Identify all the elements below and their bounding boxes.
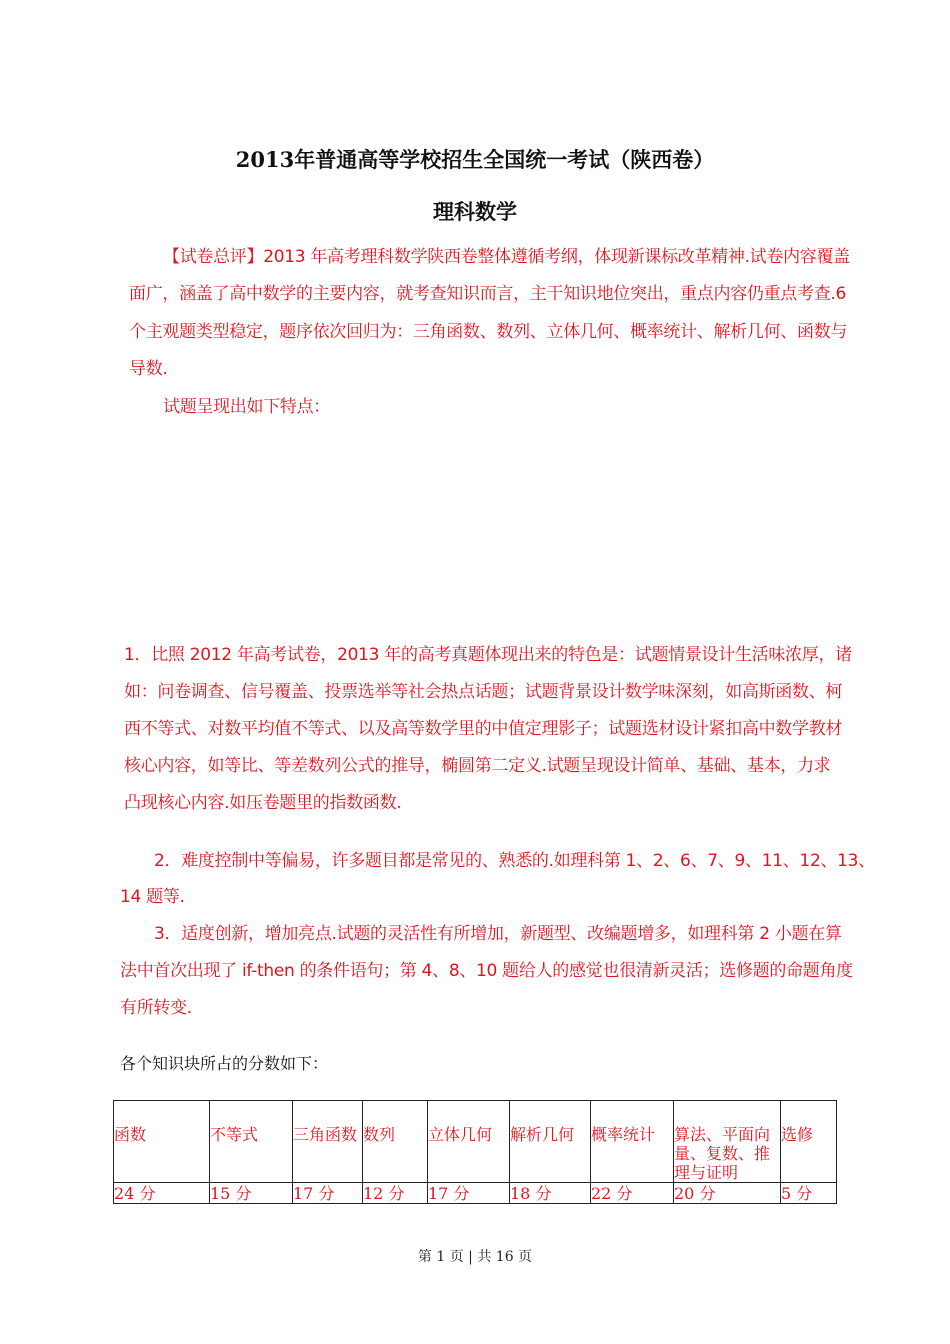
table-cell: 17 分 — [428, 1183, 510, 1204]
table-cell: 12 分 — [363, 1183, 428, 1204]
text-line: 3．适度创新，增加亮点.试题的灵活性有所增加，新题型、改编题增多，如理科第 2 小题在算 — [154, 924, 842, 944]
table-cell: 18 分 — [510, 1183, 591, 1204]
table-cell: 20 分 — [674, 1183, 781, 1204]
table-cell: 15 分 — [210, 1183, 293, 1204]
table-header-cell: 三角函数 — [293, 1101, 363, 1183]
table-header-cell: 数列 — [363, 1101, 428, 1183]
table-header-row — [114, 1101, 837, 1183]
table-cell: 17 分 — [293, 1183, 363, 1204]
text-line: 核心内容，如等比、等差数列公式的推导，椭圆第二定义.试题呈现设计简单、基础、基本，力求 — [124, 756, 831, 776]
text-line: 2．难度控制中等偏易，许多题目都是常见的、熟悉的.如理科第 1、2、6、7、9、11、12、13、 — [154, 851, 875, 871]
table-header-cell: 解析几何 — [510, 1101, 591, 1183]
text-line: 1．比照 2012 年高考试卷，2013 年的高考真题体现出来的特色是：试题情景设计生活味浓厚，诸 — [124, 645, 852, 665]
table-header-cell: 选修 — [781, 1101, 837, 1183]
table-header-cell: 立体几何 — [428, 1101, 510, 1183]
table-cell: 24 分 — [114, 1183, 210, 1204]
table-header-cell: 概率统计 — [591, 1101, 674, 1183]
text-line: 导数. — [129, 359, 168, 379]
table-cell: 5 分 — [781, 1183, 837, 1204]
table-row — [114, 1183, 837, 1204]
text-line: 个主观题类型稳定，题序依次回归为：三角函数、数列、立体几何、概率统计、解析几何、函数与 — [129, 322, 848, 342]
document-subtitle: 理科数学 — [433, 199, 517, 224]
text-line: 凸现核心内容.如压卷题里的指数函数. — [124, 793, 402, 813]
text-line: 面广，涵盖了高中数学的主要内容，就考查知识而言，主干知识地位突出，重点内容仍重点考查.6 — [129, 284, 847, 304]
text-line: 如：问卷调查、信号覆盖、投票选举等社会热点话题；试题背景设计数学味深刻，如高斯函数、柯 — [124, 682, 843, 702]
page-footer: 第 1 页 | 共 16 页 — [417, 1249, 533, 1265]
table-cell: 22 分 — [591, 1183, 674, 1204]
document-title: 2013年普通高等学校招生全国统一考试（陕西卷） — [235, 147, 715, 172]
table-header-cell: 函数 — [114, 1101, 210, 1183]
features-intro: 试题呈现出如下特点： — [163, 397, 330, 417]
table-header-cell: 不等式 — [210, 1101, 293, 1183]
text-line: 【试卷总评】2013 年高考理科数学陕西卷整体遵循考纲，体现新课标改革精神.试卷内容覆盖 — [163, 247, 850, 267]
text-line: 法中首次出现了 if-then 的条件语句；第 4、8、10 题给人的感觉也很清新灵活；选修题的命题角度 — [120, 961, 853, 981]
table-intro: 各个知识块所占的分数如下： — [120, 1054, 329, 1073]
text-line: 14 题等. — [120, 887, 185, 907]
text-line: 有所转变. — [120, 998, 192, 1018]
text-line: 西不等式、对数平均值不等式、以及高等数学里的中值定理影子；试题选材设计紧扣高中数学教材 — [124, 719, 843, 739]
table-header-cell: 算法、平面向量、复数、推理与证明 — [674, 1101, 781, 1183]
score-table — [113, 1100, 837, 1204]
